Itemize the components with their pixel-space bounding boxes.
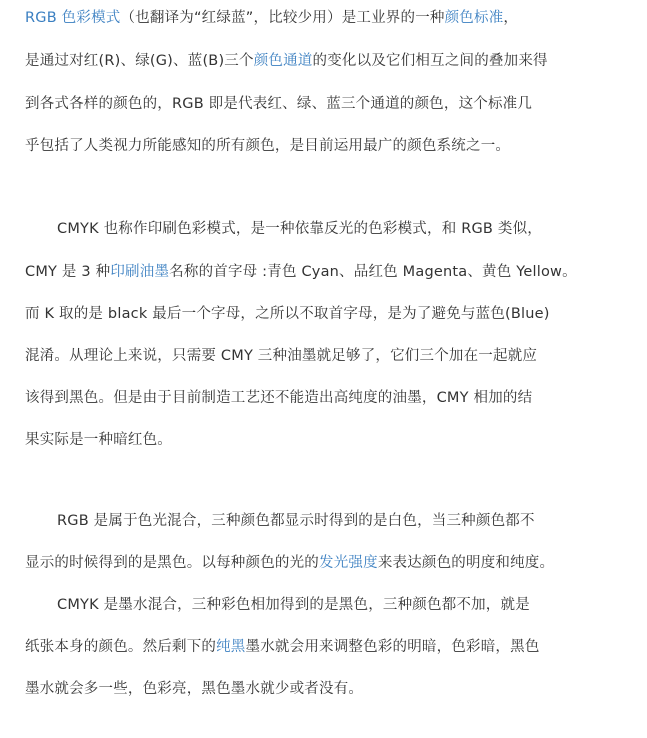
link-luminous-intensity[interactable]: 发光强度 [319,555,378,571]
link-printing-ink[interactable]: 印刷油墨 [110,264,170,280]
link-rgb-color-mode[interactable]: RGB 色彩模式 [25,10,121,26]
paragraph-text: 是通过对红(R)、绿(G)、蓝(B)三个 [25,53,254,69]
paragraph-line: 果实际是一种暗红色。 [25,432,172,448]
paragraph-line [25,262,577,282]
paragraph-line [25,553,554,573]
paragraph-text: 纸张本身的颜色。然后剩下的 [25,639,217,655]
link-pure-black[interactable]: 纯黑 [216,639,246,655]
paragraph-text: 名称的首字母 :青色 Cyan、品红色 Magenta、黄色 Yellow。 [169,264,577,280]
paragraph-line: 该得到黑色。但是由于目前制造工艺还不能造出高纯度的油墨，CMY 相加的结 [25,390,533,406]
paragraph-text: 来表达颜色的明度和纯度。 [377,555,555,571]
paragraph-text: 的变化以及它们相互之间的叠加来得 [312,53,548,69]
paragraph-text: 墨水就会用来调整色彩的明暗，色彩暗，黑色 [245,639,540,655]
paragraph-line: CMYK 是墨水混合，三种彩色相加得到的是黑色，三种颜色都不加，就是 [57,597,530,613]
paragraph-text: 显示的时候得到的是黑色。以每种颜色的光的 [25,555,319,571]
paragraph-text: （也翻译为“红绿蓝”，比较少用）是工业界的一种 [120,10,445,26]
paragraph-line: RGB 是属于色光混合，三种颜色都显示时得到的是白色，当三种颜色都不 [57,513,535,529]
paragraph-text: CMY 是 3 种 [25,264,111,280]
link-color-standard[interactable]: 颜色标准 [444,10,504,26]
paragraph-line: CMYK 也称作印刷色彩模式，是一种依靠反光的色彩模式，和 RGB 类似， [57,221,542,237]
paragraph-line: 到各式各样的颜色的，RGB 即是代表红、绿、蓝三个通道的颜色，这个标准几 [25,96,533,112]
paragraph-line: 墨水就会多一些，色彩亮，黑色墨水就少或者没有。 [25,681,364,697]
paragraph-line [25,51,548,71]
paragraph-line [25,8,518,28]
paragraph-line [25,637,540,657]
paragraph-text: ， [503,10,519,26]
paragraph-line: 混淆。从理论上来说，只需要 CMY 三种油墨就足够了，它们三个加在一起就应 [25,348,538,364]
link-color-channel[interactable]: 颜色通道 [253,53,313,69]
paragraph-line: 而 K 取的是 black 最后一个字母，之所以不取首字母，是为了避免与蓝色(Blue) [25,306,550,322]
paragraph-line: 乎包括了人类视力所能感知的所有颜色，是目前运用最广的颜色系统之一。 [25,138,511,154]
